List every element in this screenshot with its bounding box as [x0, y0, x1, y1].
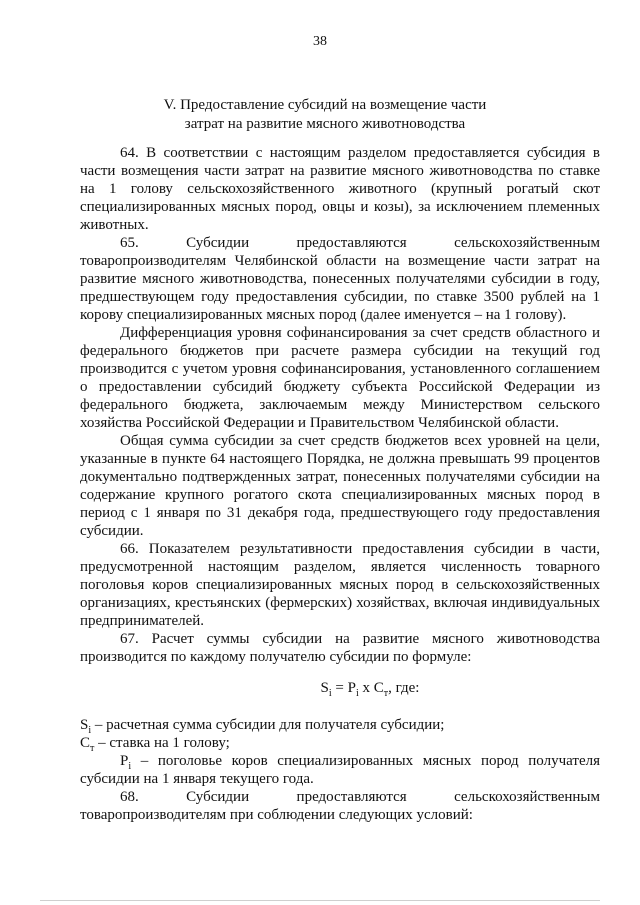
- document-body: [80, 144, 600, 824]
- paragraph-65: 65. Субсидии предоставляются сельскохозяйственным товаропроизводителям Челябинской области на возмещение части затрат на развитие мясного животноводства, понесенных получателями субсидии в году, предшествующем году предоставления субсидии, по ставке 3500 рублей на 1 корову специализированных мясных пород (далее именуется – на 1 голову).: [80, 235, 600, 323]
- paragraph-66: 66. Показателем результативности предоставления субсидии в части, предусмотренной настоящим разделом, является численность товарного поголовья коров специализированных мясных пород в сельскохозяйственных организациях, крестьянских (фермерских) хозяйствах, включая индивидуальных предпринимателей.: [80, 541, 600, 629]
- definition-ct: $С_т$ – ставка на 1 голову;: [80, 735, 230, 754]
- paragraph-64: 64. В соответствии с настоящим разделом предоставляется субсидия в части возмещения части затрат на развитие мясного животноводства по ставке на 1 голову сельскохозяйственного животного (крупный рогатый скот специализированных мясных пород, овцы и козы), за исключением племенных животных.: [80, 145, 600, 233]
- section-title-line-2: затрат на развитие мясного животноводства: [184, 116, 466, 132]
- paragraph-67: 67. Расчет суммы субсидии на развитие мясного животноводства производится по каждому получателю субсидии по формуле:: [80, 631, 600, 665]
- subsidy-formula: $S_i = P_i$ x $C_т$, где:: [320, 680, 420, 699]
- page-number: 38: [313, 34, 327, 49]
- section-title-line-1: V. Предоставление субсидий на возмещение части: [163, 97, 487, 113]
- definition-si: $S_i$ – расчетная сумма субсидии для получателя субсидии;: [80, 717, 445, 736]
- paragraph-cofinancing: Дифференциация уровня софинансирования за счет средств областного и федерального бюджетов при расчете размера субсидии на текущий год производится с учетом уровня софинансирования, установленного соглашением о предоставлении субсидий бюджету субъекта Российской Федерации из федерального бюджета, заключаемым между Министерством сельского хозяйства Российской Федерации и Правительством Челябинской области.: [80, 325, 600, 431]
- paragraph-68: 68. Субсидии предоставляются сельскохозяйственным товаропроизводителям при соблюдении следующих условий:: [80, 789, 600, 823]
- page-bottom-edge: [40, 900, 600, 901]
- paragraph-total-sum: Общая сумма субсидии за счет средств бюджетов всех уровней на цели, указанные в пункте 64 настоящего Порядка, не должна превышать 99 процентов документально подтвержденных затрат, понесенных получателями субсидии на содержание крупного рогатого скота специализированных мясных пород в период с 1 января по 31 декабря года, предшествующего году предоставления субсидии.: [80, 433, 600, 539]
- section-heading: [80, 96, 570, 134]
- definition-pi: $P_i$ – поголовье коров специализированных мясных пород получателя субсидии на 1 января текущего года.: [80, 753, 600, 787]
